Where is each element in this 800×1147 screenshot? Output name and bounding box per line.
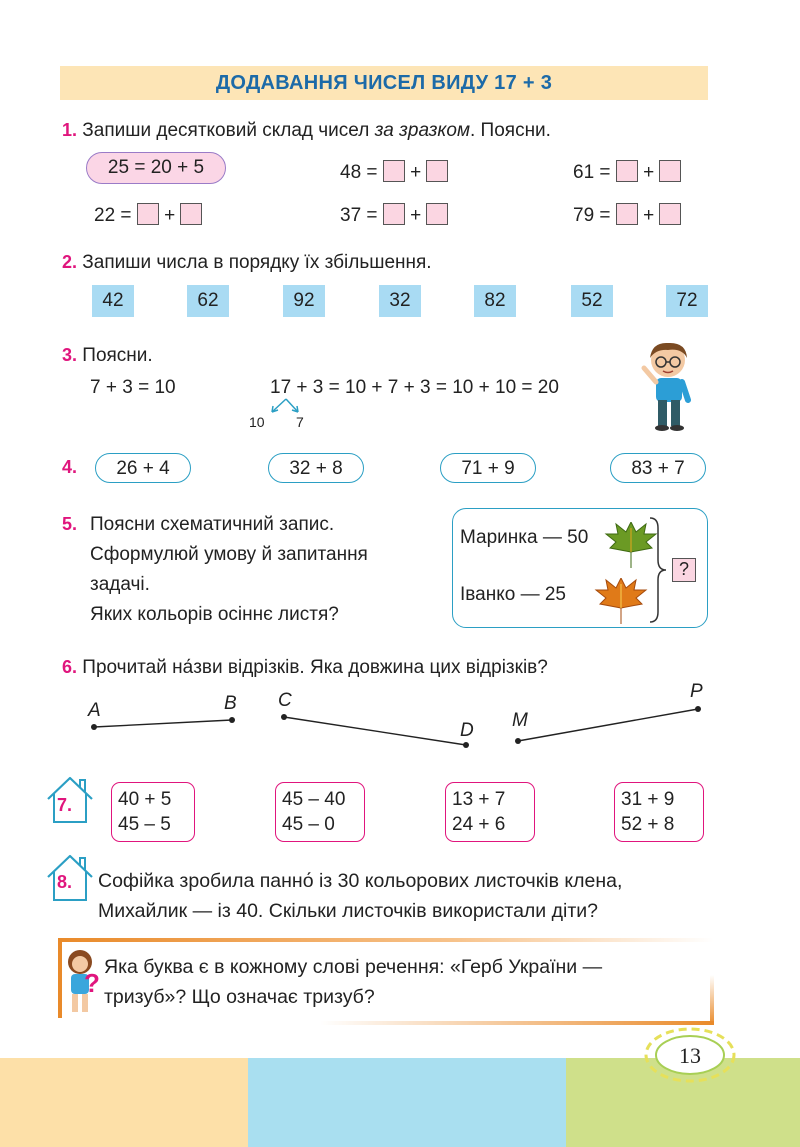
task6-text: Прочитай на́зви відрізків. Яка довжина цих відрізків? [82,657,548,678]
number-tile: 82 [474,285,516,317]
task2-heading [62,249,432,276]
task8-number: 8. [57,872,73,892]
number-tile: 42 [92,285,134,317]
footer-band-blue [248,1058,566,1147]
expression: 45 – 0 [282,814,335,835]
task5-number: 5. [62,514,78,534]
task3-number: 3. [62,345,78,365]
number-tile: 62 [187,285,229,317]
split-right-label: 7 [296,414,304,430]
expression: 31 + 9 [621,789,675,810]
task1-text-italic: за зразком [374,120,470,141]
split-left-label: 10 [249,414,265,430]
number-tile: 52 [571,285,613,317]
riddle-line: Яка буква є в кожному слові речення: «Герб України — [104,956,603,978]
footer-band-orange [0,1058,248,1147]
page-title: ДОДАВАННЯ ЧИСЕЛ ВИДУ 17 + 3 [215,72,553,94]
task8-text [98,866,622,926]
riddle-right-border [710,975,714,1025]
question-box[interactable]: ? [672,558,696,582]
answer-box[interactable] [659,203,681,225]
split-arrows-icon [262,398,312,416]
answer-box[interactable] [137,203,159,225]
task2-number: 2. [62,252,78,272]
task5-line: Яких кольорів осіннє листя? [90,604,339,625]
maple-leaf-icon [594,578,648,626]
expression-group [275,782,365,842]
point-label: B [224,693,237,714]
expression: 52 + 8 [621,814,675,835]
expression: 45 – 40 [282,789,346,810]
answer-box[interactable] [616,203,638,225]
expression: 40 + 5 [118,789,172,810]
point-label: A [88,700,101,721]
number-tile: 72 [666,285,708,317]
point-label: C [278,690,292,711]
task8-line: Михайлик — із 40. Скільки листочків використали діти? [98,900,598,922]
girl-question-icon [60,948,102,1018]
number-tile: 92 [283,285,325,317]
task7-number: 7. [57,795,73,815]
task3-text: Поясни. [82,345,153,366]
task6-number: 6. [62,657,78,677]
task1-heading [62,117,551,144]
expression-pill: 71 + 9 [440,453,536,483]
answer-box[interactable] [659,160,681,182]
expression: 45 – 5 [118,814,171,835]
expression-group [614,782,704,842]
task6-heading [62,654,548,681]
riddle-text [104,952,709,1012]
page-number: 13 [679,1043,701,1068]
task1-number: 1. [62,120,78,140]
riddle-top-border [58,938,714,942]
answer-box[interactable] [180,203,202,225]
expression-pill: 32 + 8 [268,453,364,483]
svg-text:?: ? [84,968,100,998]
scheme-row-marynka: Маринка — 50 [460,527,589,548]
decomp-22: 22 = + [94,203,202,227]
scheme-row-ivanko: Іванко — 25 [460,584,567,605]
task5-line: Сформулюй умову й запитання [90,544,368,565]
task8-line: Софійка зробила панно́ із 30 кольорових листочків клена, [98,870,623,892]
point-label: P [690,681,703,702]
expression-group [111,782,195,842]
expression: 24 + 6 [452,814,506,835]
task3-heading [62,342,153,369]
answer-box[interactable] [383,160,405,182]
segments-diagram [80,680,720,760]
task1-text-before: Запиши десятковий склад чисел [82,120,375,141]
task4-number: 4. [62,457,78,477]
expression: 13 + 7 [452,789,506,810]
equation-simple: 7 + 3 = 10 [90,377,176,398]
expression-group [445,782,535,842]
example-pill: 25 = 20 + 5 [86,152,226,184]
answer-box[interactable] [426,203,448,225]
expression-pill: 83 + 7 [610,453,706,483]
decomp-61: 61 = + [573,160,681,184]
answer-box[interactable] [383,203,405,225]
number-tile: 32 [379,285,421,317]
riddle-line: тризуб»? Що означає тризуб? [104,986,375,1008]
point-label: M [512,710,528,731]
point-label: D [460,720,474,741]
decomp-48: 48 = + [340,160,448,184]
answer-box[interactable] [426,160,448,182]
task5-line: задачі. [90,574,150,595]
task1-text-after: . Поясни. [470,120,551,141]
task5-text [90,510,435,630]
brace-icon [648,516,668,624]
boy-illustration [632,340,704,432]
equation-decomposition: 17 + 3 = 10 + 7 + 3 = 10 + 10 = 20 [270,377,559,398]
task2-text: Запиши числа в порядку їх збільшення. [82,252,432,273]
task5-line: Поясни схематичний запис. [90,514,335,535]
decomp-37: 37 = + [340,203,448,227]
expression-pill: 26 + 4 [95,453,191,483]
answer-box[interactable] [616,160,638,182]
decomp-79: 79 = + [573,203,681,227]
